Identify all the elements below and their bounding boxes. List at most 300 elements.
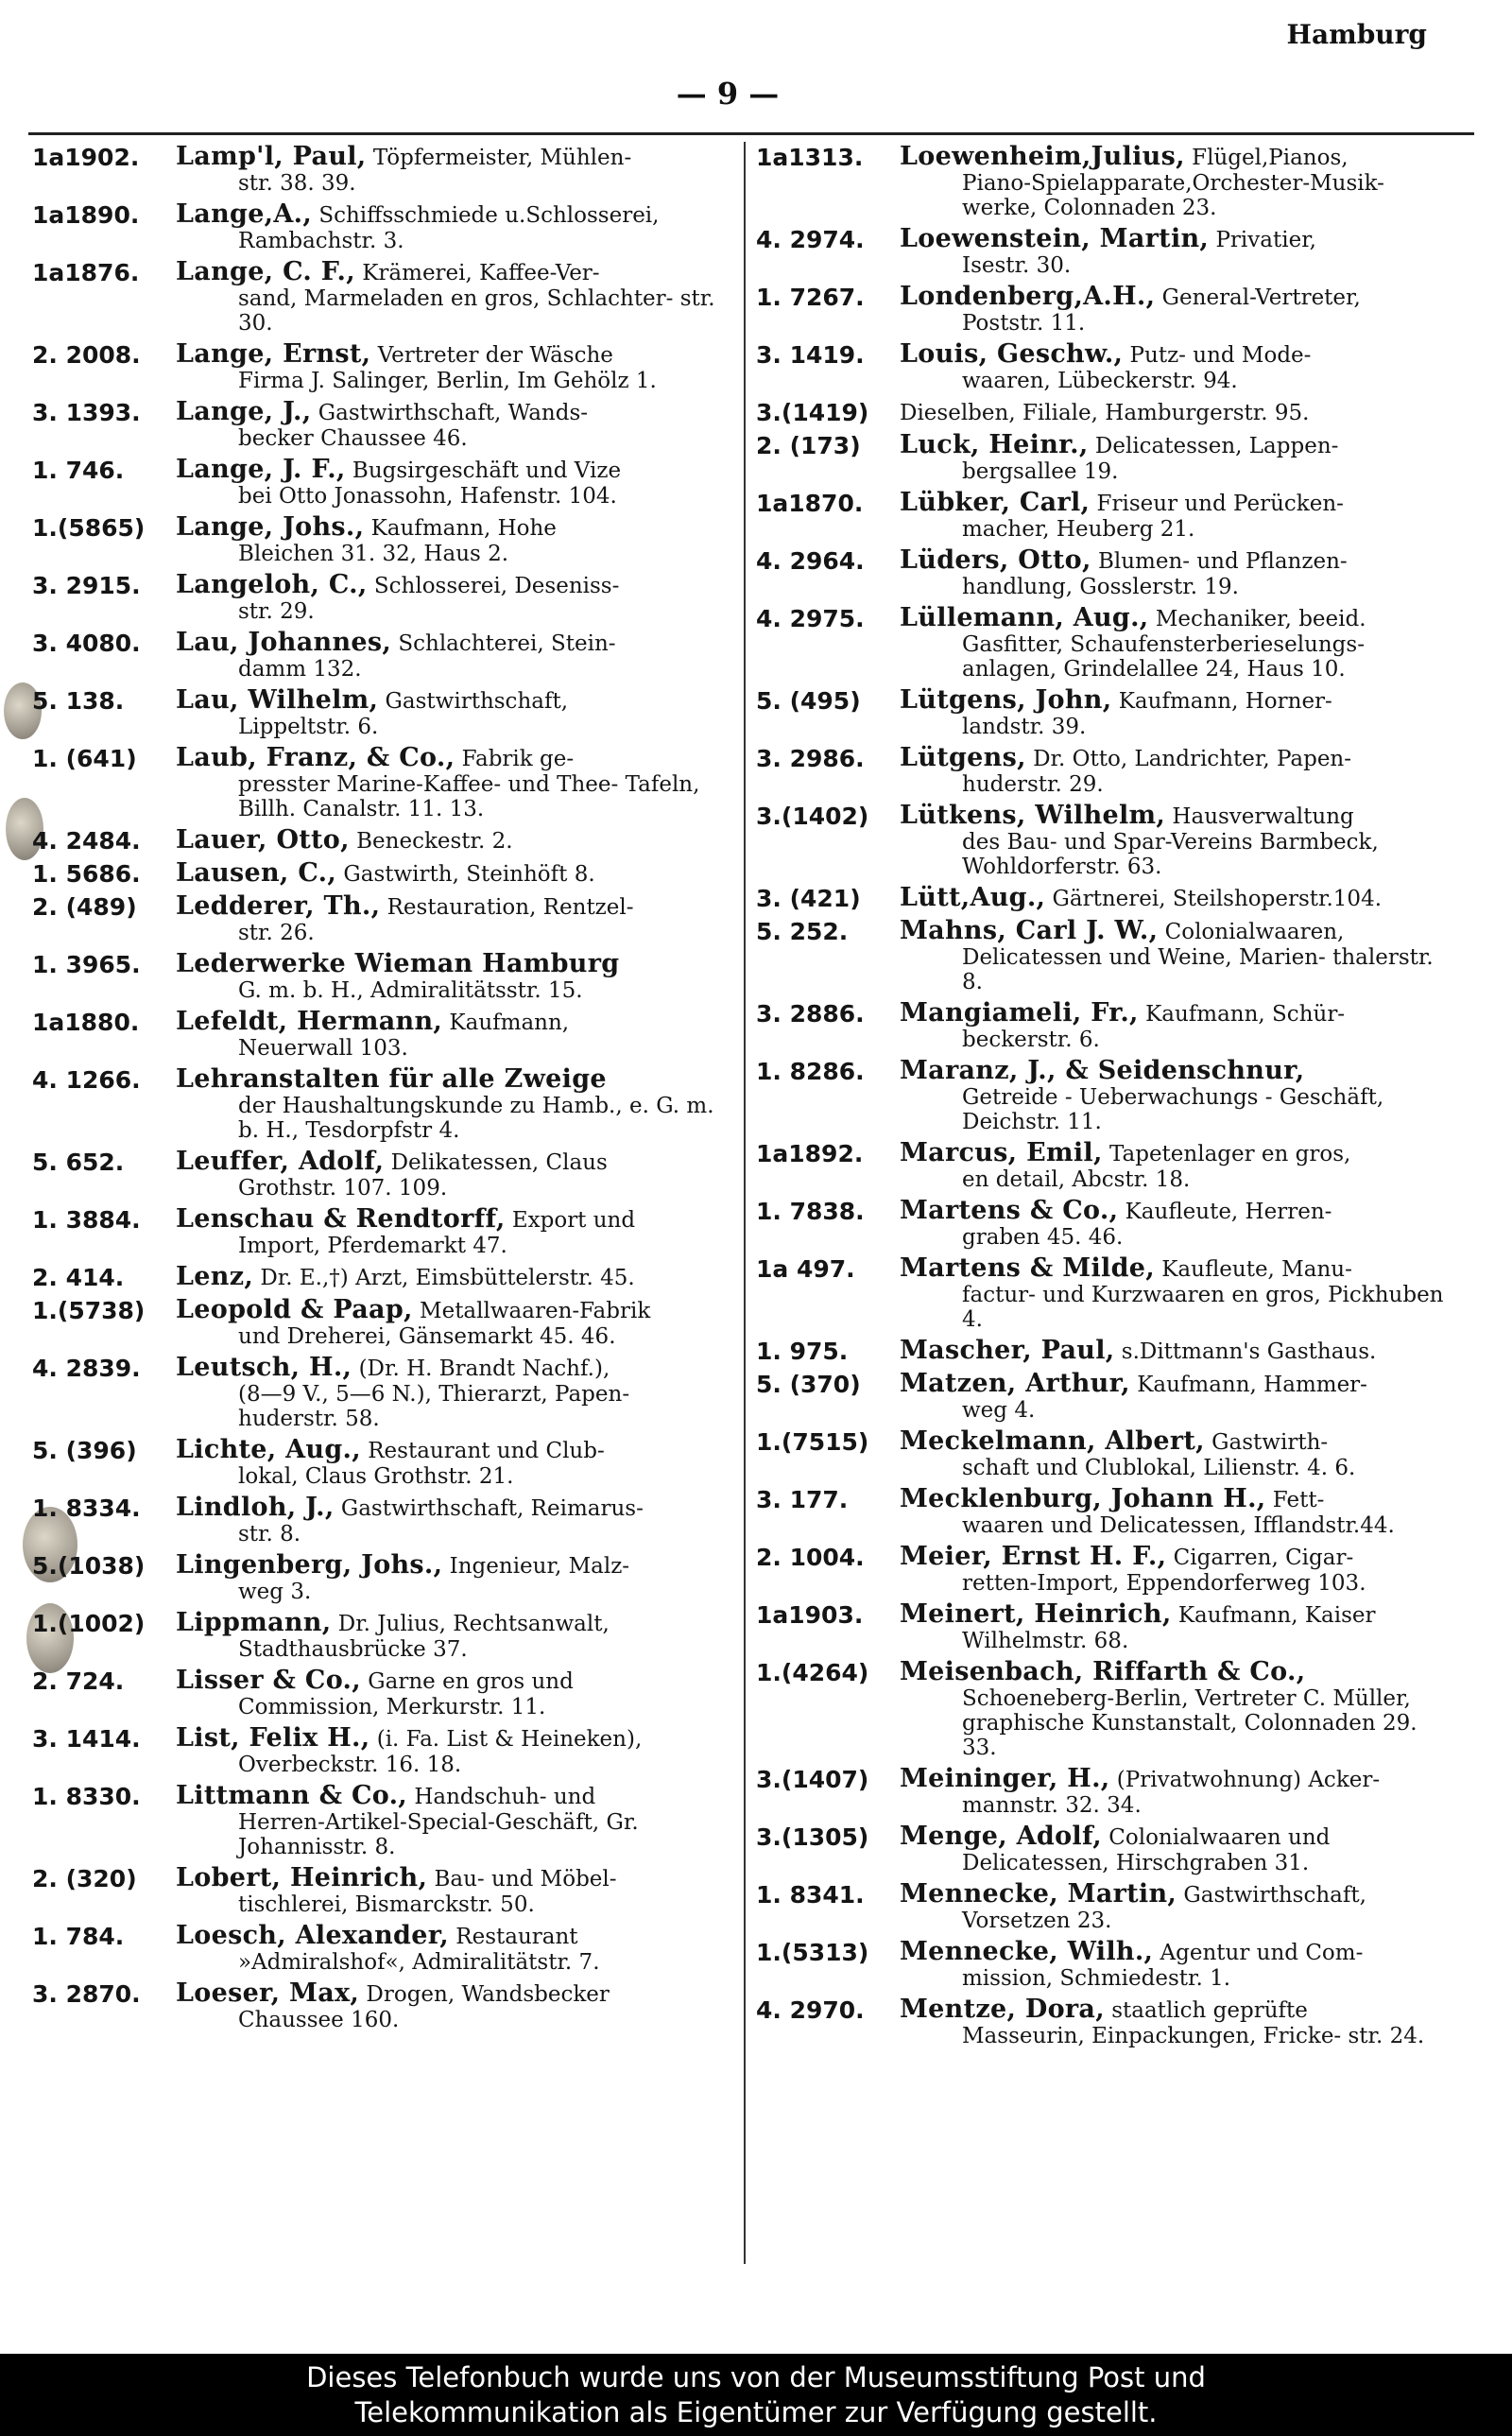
phone-number: 3. (421) [756,885,861,912]
separator [1091,549,1098,574]
entry-description: Kaufleute, Herren- [1125,1200,1332,1224]
entry-continuation: str. 8. [238,1522,301,1546]
directory-entry [32,572,727,624]
entry-continuation: und Dreherei, Gänsemarkt 45. 46. [238,1324,616,1349]
subscriber-name: Leopold & Paap, [176,1295,413,1324]
entry-description: Gastwirthschaft, Reimarus- [340,1496,644,1521]
entry-continuation: factur- und Kurzwaaren en gros, Pickhuben 4. [962,1283,1444,1332]
directory-entry [32,144,727,196]
phone-number: 2. 2008. [32,341,141,369]
subscriber-name: Lisser & Co., [176,1666,361,1695]
entry-continuation: der Haushaltungskunde zu Hamb., e. G. m. b. H., Tesdorpfstr 4. [238,1094,714,1143]
entry-continuation: str. 38. 39. [238,171,356,196]
entry-description: Ingenieur, Malz- [449,1554,630,1579]
entry-first-line [900,687,1451,715]
entry-description: Kaufmann, Hohe [370,516,557,541]
entry-first-line [176,144,727,171]
phone-number: 1. (641) [32,745,137,772]
entry-first-line [176,457,727,484]
entry-continuation: weg 3. [238,1580,312,1604]
right-column [756,144,1451,2054]
entry-description: Fett- [1272,1488,1325,1512]
directory-entry [756,341,1451,393]
directory-entry [756,918,1451,994]
entry-description: staatlich geprüfte [1111,1998,1308,2023]
subscriber-name: Lange,A., [176,199,313,229]
separator [1026,747,1033,771]
directory-entry [756,226,1451,278]
phone-number: 3.(1407) [756,1766,869,1793]
directory-entry [756,885,1451,912]
subscriber-name: Loesch, Alexander, [176,1921,449,1950]
subscriber-name: Leutsch, H., [176,1353,352,1382]
entry-description: Bugsirgeschäft und Vize [352,458,622,483]
separator [1109,1768,1116,1792]
subscriber-name: Meckelmann, Albert, [900,1426,1205,1456]
entry-description: Dieselben, Filiale, Hamburgerstr. 95. [900,401,1310,425]
entry-description: Colonialwaaren, [1164,920,1345,944]
footer-line-2: Telekommunikation als Eigentümer zur Verfügung gestellt. [354,2396,1158,2428]
entry-first-line [176,860,727,888]
entry-description: Bau- und Möbel- [434,1867,617,1892]
entry-continuation: huderstr. 29. [962,772,1104,797]
entry-first-line [176,201,727,229]
directory-entry [756,1939,1451,1991]
subscriber-name: Meier, Ernst H. F., [900,1542,1167,1571]
entry-continuation: graben 45. 46. [962,1225,1124,1250]
directory-entry [32,827,727,855]
subscriber-name: Lütgens, John, [900,685,1112,715]
phone-number: 3.(1402) [756,803,869,830]
separator [1149,607,1156,631]
separator [1139,1002,1145,1027]
entry-description: Putz- und Mode- [1129,343,1312,368]
entry-first-line [900,226,1451,253]
separator [455,747,461,771]
entry-continuation: Herren-Artikel-Special-Geschäft, Gr. Johannisstr. 8. [238,1810,639,1859]
entry-first-line [176,1355,727,1382]
entry-description: Restaurant und Club- [368,1439,605,1463]
subscriber-name: Matzen, Arthur, [900,1369,1130,1398]
directory-entry [32,201,727,253]
subscriber-name: Lenz, [176,1262,254,1291]
phone-number: 2. (489) [32,893,137,921]
separator [369,1727,376,1752]
separator [1166,1546,1173,1570]
separator [384,1150,390,1175]
subscriber-name: Mecklenburg, Johann H., [900,1484,1266,1513]
phone-number: 3. 2915. [32,572,141,599]
separator [1153,1941,1160,1965]
entry-continuation: Stadthausbrücke 37. [238,1637,468,1662]
phone-number: 1. 8286. [756,1058,865,1085]
directory-entry [32,1783,727,1859]
phone-number: 1. 5686. [32,860,141,888]
directory-entry [32,1206,727,1258]
subscriber-name: Marcus, Emil, [900,1138,1103,1167]
entry-first-line [900,1428,1451,1456]
separator [506,1208,512,1233]
subscriber-name: Lehranstalten für alle Zweige [176,1064,607,1094]
entry-first-line [176,399,727,426]
entry-continuation: Vorsetzen 23. [962,1909,1112,1933]
directory-entry [756,284,1451,336]
subscriber-name: Lütgens, [900,743,1026,772]
directory-entry [32,1009,727,1061]
directory-entry [32,630,727,682]
subscriber-name: Laub, Franz, & Co., [176,743,455,772]
directory-entry [756,1486,1451,1538]
phone-number: 2. 724. [32,1667,125,1695]
entry-continuation: Schoeneberg-Berlin, Vertreter C. Müller, graphische Kunstanstalt, Colonnaden 29. 33. [962,1686,1418,1760]
entry-continuation: Delicatessen und Weine, Marien- thalerstr. 8. [962,945,1434,994]
entry-description: Delicatessen, Lappen- [1094,434,1339,458]
entry-continuation: G. m. b. H., Admiralitätsstr. 15. [238,978,583,1003]
entry-continuation: landstr. 39. [962,715,1087,739]
entry-first-line [176,893,727,921]
subscriber-name: Lau, Wilhelm, [176,685,379,715]
directory-entry [32,1149,727,1201]
entry-description: Kaufleute, Manu- [1161,1257,1352,1282]
subscriber-name: Maranz, J., & Seidenschnur, [900,1056,1305,1085]
subscriber-name: Mennecke, Martin, [900,1879,1177,1909]
entry-first-line [900,1939,1451,1966]
entry-first-line [176,687,727,715]
entry-description: Krämerei, Kaffee-Ver- [362,261,600,285]
directory-entry [32,514,727,566]
entry-continuation: tischlerei, Bismarckstr. 50. [238,1892,535,1917]
subscriber-name: List, Felix H., [176,1723,370,1753]
subscriber-name: Lauer, Otto, [176,825,350,855]
entry-continuation: mannstr. 32. 34. [962,1793,1142,1818]
separator [413,1299,420,1323]
entry-first-line [900,284,1451,311]
entry-first-line [176,745,727,772]
directory-entry [756,490,1451,542]
city-heading: Hamburg [1286,19,1427,50]
entry-first-line [176,341,727,369]
entry-first-line [900,547,1451,575]
entry-first-line [176,1865,727,1892]
entry-first-line [900,1338,1451,1365]
phone-number: 3. 1393. [32,399,141,426]
entry-description: Cigarren, Cigar- [1173,1546,1354,1570]
entry-continuation: str. 26. [238,921,315,945]
subscriber-name: Lippmann, [176,1608,332,1637]
subscriber-name: Lausen, C., [176,858,337,888]
entry-description: Garne en gros und [368,1669,574,1694]
subscriber-name: Menge, Adolf, [900,1822,1102,1851]
directory-entry [32,1667,727,1719]
entry-description: Tapetenlager en gros, [1108,1142,1351,1166]
entry-description: Dr. E.,†) Arzt, Eimsbüttelerstr. 45. [260,1266,635,1290]
entry-first-line [900,341,1451,369]
directory-entry [756,1544,1451,1596]
entry-description: Colonialwaaren und [1108,1825,1331,1850]
phone-number: 1a 497. [756,1255,855,1283]
entry-first-line [176,630,727,657]
entry-first-line [176,259,727,286]
subscriber-name: Lederwerke Wieman Hamburg [176,949,620,978]
entry-first-line [176,514,727,542]
directory-entry [756,1140,1451,1192]
entry-first-line [900,1198,1451,1225]
subscriber-name: Lindloh, J., [176,1493,335,1522]
phone-number: 1.(5738) [32,1297,146,1324]
subscriber-name: Ledderer, Th., [176,891,381,921]
entry-first-line [900,1823,1451,1851]
subscriber-name: Lingenberg, Johs., [176,1550,443,1580]
entry-description: Schlachterei, Stein- [398,631,616,656]
separator [380,895,387,920]
phone-number: 1a1870. [756,490,864,517]
separator [1158,920,1164,944]
directory-entry [756,1198,1451,1250]
separator [1045,887,1052,911]
entry-description: Kaufmann, Hammer- [1137,1373,1367,1397]
subscriber-name: Lichte, Aug., [176,1435,361,1464]
phone-number: 2. (320) [32,1865,137,1892]
phone-number: 3. 4080. [32,630,141,657]
entry-description: Friseur und Perücken- [1096,492,1344,516]
phone-number: 1.(5865) [32,514,146,542]
directory-entry [756,605,1451,682]
entry-continuation: Neuerwall 103. [238,1036,408,1061]
separator [368,574,374,598]
phone-number: 3.(1305) [756,1823,869,1851]
subscriber-name: Mahns, Carl J. W., [900,916,1159,945]
entry-continuation: Overbeckstr. 16. 18. [238,1753,462,1777]
entry-continuation: (8—9 V., 5—6 N.), Thierarzt, Papen- huderstr. 58. [238,1382,630,1431]
subscriber-name: Lüllemann, Aug., [900,603,1149,632]
separator [1265,1488,1272,1512]
entry-description: Gastwirth- [1211,1430,1329,1455]
directory-entry [756,1255,1451,1332]
directory-entry [32,399,727,451]
subscriber-name: Martens & Milde, [900,1253,1155,1283]
phone-number: 1a1313. [756,144,864,171]
phone-number: 4. 2974. [756,226,865,253]
entry-continuation: waaren und Delicatessen, Ifflandstr.44. [962,1513,1395,1538]
entry-description: Blumen- und Pflanzen- [1097,549,1348,574]
entry-first-line [900,1255,1451,1283]
entry-first-line [900,490,1451,517]
entry-continuation: schaft und Clublokal, Lilienstr. 4. 6. [962,1456,1356,1480]
entry-first-line [176,951,727,978]
subscriber-name: Langeloh, C., [176,570,368,599]
entry-first-line [176,1149,727,1176]
directory-entry [32,893,727,945]
phone-number: 4. 2839. [32,1355,141,1382]
entry-first-line [176,1610,727,1637]
directory-entry [32,687,727,739]
entry-first-line [176,1667,727,1695]
entry-description: Beneckestr. 2. [356,829,513,854]
entry-continuation: »Admiralshof«, Admiralitätstr. 7. [238,1950,600,1975]
phone-number: 5. 138. [32,687,125,715]
entry-first-line [900,1881,1451,1909]
entry-continuation: bei Otto Jonassohn, Hafenstr. 104. [238,484,617,509]
entry-first-line [176,572,727,599]
entry-continuation: Firma J. Salinger, Berlin, Im Gehölz 1. [238,369,657,393]
entry-description: Handschuh- und [414,1785,596,1809]
phone-number: 3.(1419) [756,399,869,426]
directory-entry [32,1437,727,1489]
entry-first-line [900,605,1451,632]
subscriber-name: Lange, C. F., [176,257,355,286]
entry-description: Export und [511,1208,636,1233]
entry-description: Flügel,Pianos, [1192,146,1349,170]
directory-entry [32,1264,727,1291]
entry-continuation: Masseurin, Einpackungen, Fricke- str. 24. [962,2024,1425,2048]
entry-description: Schlosserei, Deseniss- [373,574,620,598]
subscriber-name: Louis, Geschw., [900,339,1124,369]
entry-first-line [176,1725,727,1753]
directory-entry [32,457,727,509]
phone-number: 5.(1038) [32,1552,146,1580]
page-number: — 9 — [676,76,780,112]
entry-first-line [900,1544,1451,1571]
separator [1089,434,1095,458]
subscriber-name: Leuffer, Adolf, [176,1147,385,1176]
entry-description: Kaufmann, [449,1011,570,1035]
subscriber-name: Mangiameli, Fr., [900,998,1139,1028]
entry-first-line [176,1783,727,1810]
entry-first-line [900,399,1451,426]
directory-entry [32,1066,727,1143]
separator [1103,1142,1109,1166]
entry-continuation: Lippeltstr. 6. [238,715,379,739]
entry-description: Dr. Otto, Landrichter, Papen- [1033,747,1352,771]
subscriber-name: Lenschau & Rendtorff, [176,1204,506,1234]
entry-first-line [176,1297,727,1324]
phone-number: 3. 177. [756,1486,849,1513]
entry-first-line [176,1494,727,1522]
directory-entry [32,1297,727,1349]
entry-description: (Dr. H. Brandt Nachf.), [358,1356,610,1381]
subscriber-name: Mentze, Dora, [900,1995,1105,2024]
entry-continuation: Bleichen 31. 32, Haus 2. [238,542,509,566]
directory-entry [756,1338,1451,1365]
directory-entry [756,1766,1451,1818]
entry-first-line [900,885,1451,912]
phone-number: 1a1880. [32,1009,140,1036]
entry-description: Fabrik ge- [461,747,575,771]
phone-number: 5. (495) [756,687,861,715]
separator [1090,492,1096,516]
entry-continuation: bergsallee 19. [962,459,1119,484]
entry-first-line [176,1437,727,1464]
phone-number: 1a1890. [32,201,140,229]
entry-first-line [900,1058,1451,1085]
directory-entry [32,1494,727,1546]
phone-number: 3. 1419. [756,341,865,369]
entry-description: Kaufmann, Kaiser [1177,1603,1376,1628]
entry-continuation: Import, Pferdemarkt 47. [238,1234,507,1258]
directory-entry [756,1000,1451,1052]
entry-continuation: waaren, Lübeckerstr. 94. [962,369,1238,393]
entry-first-line [176,1264,727,1291]
phone-number: 4. 2484. [32,827,141,855]
phone-number: 1.(1002) [32,1610,146,1637]
entry-description: Töpfermeister, Mühlen- [372,146,632,170]
directory-entry [32,1865,727,1917]
subscriber-name: Meinert, Heinrich, [900,1599,1172,1629]
phone-number: 1.(5313) [756,1939,869,1966]
entry-continuation: Commission, Merkurstr. 11. [238,1695,546,1719]
phone-number: 3. 2870. [32,1980,141,2008]
left-column [32,144,727,2038]
subscriber-name: Loeser, Max, [176,1978,360,2008]
entry-description: Kaufmann, Horner- [1118,689,1332,714]
entry-first-line [176,1923,727,1950]
subscriber-name: Lange, J. F., [176,455,346,484]
entry-continuation: mission, Schmiedestr. 1. [962,1966,1231,1991]
entry-first-line [900,803,1451,830]
entry-continuation: Delicatessen, Hirschgraben 31. [962,1851,1310,1875]
entry-description: Vertreter der Wäsche [377,343,613,368]
entry-continuation: sand, Marmeladen en gros, Schlachter- str. 30. [238,286,715,336]
entry-continuation: Poststr. 11. [962,311,1086,336]
entry-description: Dr. Julius, Rechtsanwalt, [337,1612,610,1636]
phone-number: 5. 252. [756,918,849,945]
separator [427,1867,434,1892]
directory-entry [756,1371,1451,1423]
directory-entry [32,1725,727,1777]
phone-number: 1. 3884. [32,1206,141,1234]
header-rule [28,132,1474,135]
entry-description: Delikatessen, Claus [390,1150,608,1175]
subscriber-name: Lange, Ernst, [176,339,371,369]
directory-entry [32,1610,727,1662]
phone-number: 3. 2986. [756,745,865,772]
directory-entry [32,1980,727,2032]
phone-number: 1.(4264) [756,1659,869,1686]
entry-description: s.Dittmann's Gasthaus. [1121,1339,1377,1364]
directory-entry [32,1923,727,1975]
phone-number: 2. 1004. [756,1544,865,1571]
directory-entry [756,1996,1451,2048]
separator [352,1356,358,1381]
subscriber-name: Mennecke, Wilh., [900,1937,1154,1966]
entry-description: Hausverwaltung [1172,804,1354,829]
entry-continuation: damm 132. [238,657,362,682]
entry-first-line [900,1371,1451,1398]
directory-entry [756,1601,1451,1653]
directory-entry [756,1058,1451,1134]
phone-number: 4. 2975. [756,605,865,632]
phone-number: 1a1902. [32,144,140,171]
entry-first-line [900,1766,1451,1793]
entry-continuation: en detail, Abcstr. 18. [962,1167,1191,1192]
entry-description: Restaurant [455,1925,578,1949]
entry-continuation: Isestr. 30. [962,253,1072,278]
entry-description: Gärtnerei, Steilshoperstr.104. [1052,887,1383,911]
entry-continuation: retten-Import, Eppendorferweg 103. [962,1571,1366,1596]
entry-first-line [900,1996,1451,2024]
subscriber-name: Lüders, Otto, [900,545,1091,575]
entry-continuation: beckerstr. 6. [962,1028,1100,1052]
entry-first-line [176,1206,727,1234]
directory-entry [32,341,727,393]
directory-entry [756,745,1451,797]
phone-number: 2. (173) [756,432,861,459]
separator [370,343,377,368]
entry-description: Kaufmann, Schür- [1145,1002,1346,1027]
separator [367,146,373,170]
subscriber-name: Meisenbach, Riffarth & Co., [900,1657,1306,1686]
separator [335,1496,341,1521]
